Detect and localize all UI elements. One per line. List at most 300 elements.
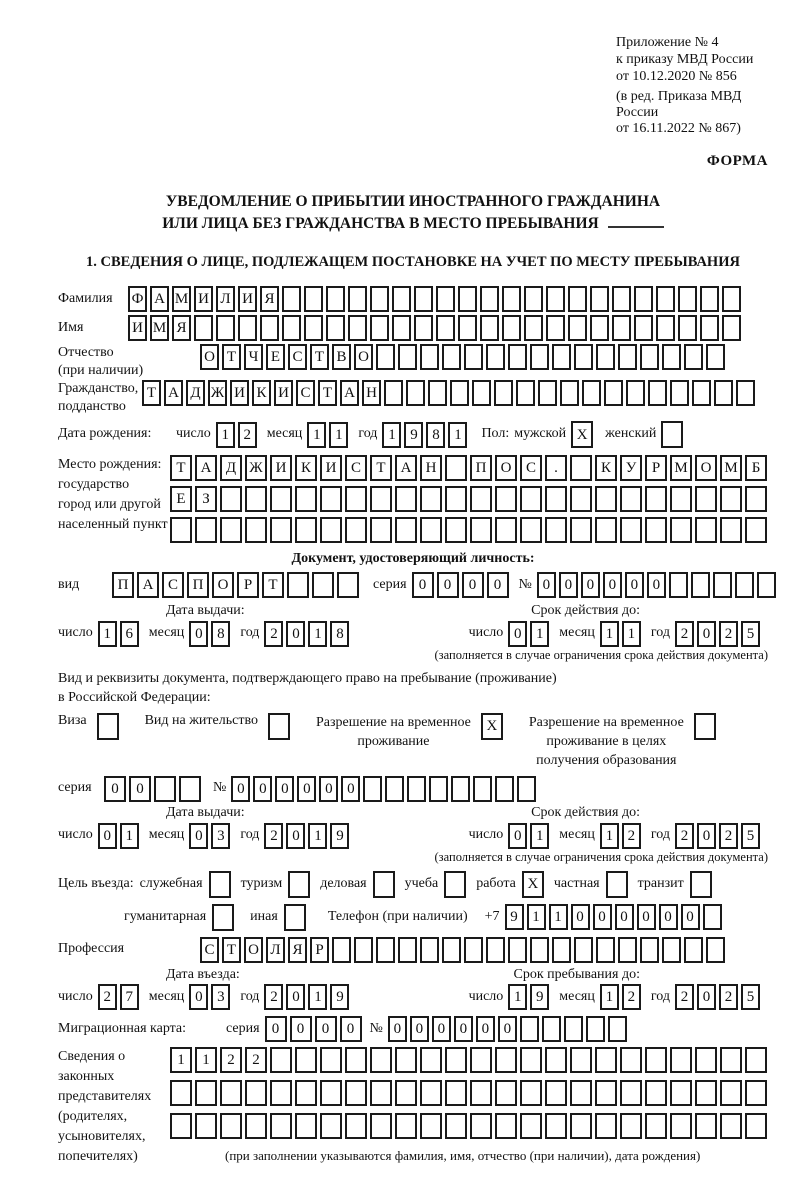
char-box-empty[interactable] — [570, 1113, 592, 1139]
char-box[interactable]: 0 — [388, 1016, 407, 1042]
char-box[interactable]: 9 — [404, 422, 423, 448]
char-box-empty[interactable] — [270, 1080, 292, 1106]
char-box[interactable]: 9 — [505, 904, 524, 930]
char-box-empty[interactable] — [713, 572, 732, 598]
char-box-empty[interactable] — [295, 1113, 317, 1139]
char-box-empty[interactable] — [538, 380, 557, 406]
char-box-empty[interactable] — [451, 776, 470, 802]
char-box-empty[interactable] — [320, 1080, 342, 1106]
char-box-empty[interactable] — [645, 1080, 667, 1106]
char-box[interactable]: М — [720, 455, 742, 481]
char-box[interactable]: 2 — [264, 621, 283, 647]
char-box-empty[interactable] — [345, 1047, 367, 1073]
char-box[interactable]: Т — [222, 344, 241, 370]
char-box[interactable]: 0 — [315, 1016, 337, 1042]
char-box[interactable]: 0 — [189, 984, 208, 1010]
char-box[interactable]: М — [172, 286, 191, 312]
char-box[interactable]: 0 — [189, 823, 208, 849]
char-box-empty[interactable] — [720, 1080, 742, 1106]
char-box-empty[interactable] — [640, 344, 659, 370]
char-box-empty[interactable] — [320, 1113, 342, 1139]
char-box[interactable]: 0 — [647, 572, 666, 598]
char-box-empty[interactable] — [444, 871, 466, 898]
char-box-empty[interactable] — [530, 344, 549, 370]
char-box-empty[interactable] — [270, 517, 292, 543]
char-box-empty[interactable] — [695, 1113, 717, 1139]
char-box-empty[interactable] — [472, 380, 491, 406]
char-box-empty[interactable] — [495, 1080, 517, 1106]
char-box[interactable]: З — [195, 486, 217, 512]
char-box-empty[interactable] — [670, 1080, 692, 1106]
char-box-empty[interactable] — [473, 776, 492, 802]
char-box-empty[interactable] — [370, 517, 392, 543]
char-box[interactable]: И — [238, 286, 257, 312]
char-box[interactable]: 0 — [340, 1016, 362, 1042]
char-box-empty[interactable] — [194, 315, 213, 341]
char-box[interactable]: Е — [170, 486, 192, 512]
char-box[interactable]: С — [200, 937, 219, 963]
char-box-empty[interactable] — [495, 776, 514, 802]
char-box[interactable]: Ж — [208, 380, 227, 406]
char-box-empty[interactable] — [690, 871, 712, 898]
char-box-empty[interactable] — [661, 421, 683, 448]
char-box-empty[interactable] — [428, 380, 447, 406]
char-box[interactable]: О — [244, 937, 263, 963]
char-box[interactable]: 0 — [681, 904, 700, 930]
char-box-empty[interactable] — [464, 937, 483, 963]
char-box[interactable]: 0 — [593, 904, 612, 930]
char-box[interactable]: 1 — [120, 823, 139, 849]
char-box-empty[interactable] — [586, 1016, 605, 1042]
char-box[interactable]: У — [620, 455, 642, 481]
char-box-empty[interactable] — [154, 776, 176, 802]
char-box-empty[interactable] — [520, 486, 542, 512]
char-box-empty[interactable] — [720, 517, 742, 543]
char-box[interactable]: 5 — [741, 984, 760, 1010]
char-box-empty[interactable] — [560, 380, 579, 406]
char-box-empty[interactable] — [626, 380, 645, 406]
char-box-empty[interactable] — [634, 286, 653, 312]
char-box[interactable]: И — [270, 455, 292, 481]
char-box-empty[interactable] — [502, 315, 521, 341]
char-box-empty[interactable] — [195, 1113, 217, 1139]
char-box-empty[interactable] — [691, 572, 710, 598]
char-box[interactable]: А — [150, 286, 169, 312]
char-box[interactable]: 0 — [129, 776, 151, 802]
char-box-empty[interactable] — [590, 315, 609, 341]
char-box-empty[interactable] — [470, 1113, 492, 1139]
char-box[interactable]: К — [295, 455, 317, 481]
char-box[interactable]: 1 — [622, 621, 641, 647]
char-box-empty[interactable] — [332, 937, 351, 963]
char-box-empty[interactable] — [524, 315, 543, 341]
char-box-empty[interactable] — [678, 286, 697, 312]
char-box-empty[interactable] — [407, 776, 426, 802]
char-box[interactable]: К — [595, 455, 617, 481]
char-box-empty[interactable] — [618, 937, 637, 963]
char-box-empty[interactable] — [684, 937, 703, 963]
char-box[interactable]: 0 — [476, 1016, 495, 1042]
char-box-empty[interactable] — [376, 937, 395, 963]
char-box-empty[interactable] — [745, 517, 767, 543]
char-box-empty[interactable] — [345, 517, 367, 543]
char-box-empty[interactable] — [370, 1047, 392, 1073]
char-box-empty[interactable] — [545, 1080, 567, 1106]
char-box[interactable]: Р — [310, 937, 329, 963]
char-box[interactable]: 0 — [297, 776, 316, 802]
char-box-empty[interactable] — [508, 344, 527, 370]
char-box-empty[interactable] — [304, 315, 323, 341]
char-box[interactable]: 1 — [308, 823, 327, 849]
char-box-empty[interactable] — [570, 1047, 592, 1073]
char-box-empty[interactable] — [604, 380, 623, 406]
char-box-empty[interactable] — [220, 1113, 242, 1139]
char-box-empty[interactable] — [480, 315, 499, 341]
char-box[interactable]: 0 — [432, 1016, 451, 1042]
char-box[interactable]: 1 — [170, 1047, 192, 1073]
char-box-empty[interactable] — [480, 286, 499, 312]
char-box-empty[interactable] — [714, 380, 733, 406]
char-box[interactable]: П — [187, 572, 209, 598]
char-box-empty[interactable] — [570, 1080, 592, 1106]
char-box[interactable]: 2 — [98, 984, 117, 1010]
char-box[interactable]: 9 — [330, 823, 349, 849]
char-box-empty[interactable] — [345, 486, 367, 512]
char-box[interactable]: 0 — [286, 984, 305, 1010]
char-box-empty[interactable] — [608, 1016, 627, 1042]
char-box-empty[interactable] — [595, 1113, 617, 1139]
char-box-empty[interactable] — [445, 1047, 467, 1073]
char-box[interactable]: М — [670, 455, 692, 481]
char-box-empty[interactable] — [420, 517, 442, 543]
char-box-empty[interactable] — [745, 1080, 767, 1106]
char-box-empty[interactable] — [392, 315, 411, 341]
char-box-empty[interactable] — [395, 1080, 417, 1106]
char-box[interactable]: И — [274, 380, 293, 406]
char-box-empty[interactable] — [590, 286, 609, 312]
char-box-empty[interactable] — [442, 344, 461, 370]
char-box[interactable]: 0 — [410, 1016, 429, 1042]
char-box-empty[interactable] — [520, 1113, 542, 1139]
char-box[interactable]: 0 — [319, 776, 338, 802]
char-box-empty[interactable] — [720, 486, 742, 512]
char-box[interactable]: Д — [186, 380, 205, 406]
char-box[interactable]: И — [128, 315, 147, 341]
char-box[interactable]: А — [164, 380, 183, 406]
char-box-empty[interactable] — [648, 380, 667, 406]
char-box-empty[interactable] — [245, 486, 267, 512]
char-box-empty[interactable] — [392, 286, 411, 312]
char-box[interactable]: 2 — [719, 621, 738, 647]
char-box-empty[interactable] — [595, 1047, 617, 1073]
char-box-empty[interactable] — [564, 1016, 583, 1042]
char-box-empty[interactable] — [179, 776, 201, 802]
char-box-empty[interactable] — [370, 486, 392, 512]
char-box-empty[interactable] — [570, 455, 592, 481]
char-box-empty[interactable] — [348, 315, 367, 341]
char-box-empty[interactable] — [552, 937, 571, 963]
char-box-empty[interactable] — [270, 486, 292, 512]
char-box-empty[interactable] — [502, 286, 521, 312]
char-box-empty[interactable] — [270, 1113, 292, 1139]
char-box[interactable]: X — [481, 713, 503, 740]
char-box-empty[interactable] — [395, 486, 417, 512]
char-box-empty[interactable] — [620, 517, 642, 543]
char-box[interactable]: 1 — [600, 823, 619, 849]
char-box-empty[interactable] — [678, 315, 697, 341]
char-box-empty[interactable] — [442, 937, 461, 963]
char-box[interactable]: 0 — [697, 984, 716, 1010]
char-box-empty[interactable] — [470, 517, 492, 543]
char-box-empty[interactable] — [722, 286, 741, 312]
char-box-empty[interactable] — [620, 1080, 642, 1106]
char-box-empty[interactable] — [736, 380, 755, 406]
char-box[interactable]: П — [112, 572, 134, 598]
char-box-empty[interactable] — [517, 776, 536, 802]
char-box-empty[interactable] — [520, 517, 542, 543]
char-box-empty[interactable] — [670, 486, 692, 512]
char-box-empty[interactable] — [320, 517, 342, 543]
char-box-empty[interactable] — [606, 871, 628, 898]
char-box-empty[interactable] — [595, 1080, 617, 1106]
char-box[interactable]: 2 — [245, 1047, 267, 1073]
char-box-empty[interactable] — [270, 1047, 292, 1073]
char-box-empty[interactable] — [245, 517, 267, 543]
char-box-empty[interactable] — [370, 286, 389, 312]
char-box-empty[interactable] — [320, 486, 342, 512]
char-box[interactable]: 7 — [120, 984, 139, 1010]
char-box-empty[interactable] — [757, 572, 776, 598]
char-box-empty[interactable] — [326, 286, 345, 312]
char-box[interactable]: 1 — [329, 422, 348, 448]
char-box[interactable]: 1 — [530, 621, 549, 647]
char-box[interactable]: С — [520, 455, 542, 481]
char-box-empty[interactable] — [445, 1080, 467, 1106]
char-box-empty[interactable] — [170, 517, 192, 543]
char-box-empty[interactable] — [495, 517, 517, 543]
char-box[interactable]: С — [345, 455, 367, 481]
char-box[interactable]: 0 — [508, 621, 527, 647]
char-box-empty[interactable] — [703, 904, 722, 930]
char-box-empty[interactable] — [695, 486, 717, 512]
char-box-empty[interactable] — [287, 572, 309, 598]
char-box-empty[interactable] — [524, 286, 543, 312]
char-box[interactable]: Т — [142, 380, 161, 406]
char-box-empty[interactable] — [595, 486, 617, 512]
char-box-empty[interactable] — [552, 344, 571, 370]
char-box-empty[interactable] — [545, 1047, 567, 1073]
char-box[interactable]: А — [195, 455, 217, 481]
char-box-empty[interactable] — [245, 1113, 267, 1139]
char-box[interactable]: 0 — [498, 1016, 517, 1042]
char-box[interactable]: 0 — [537, 572, 556, 598]
char-box-empty[interactable] — [495, 1113, 517, 1139]
char-box-empty[interactable] — [745, 1113, 767, 1139]
char-box-empty[interactable] — [568, 286, 587, 312]
char-box[interactable]: В — [332, 344, 351, 370]
char-box[interactable]: А — [340, 380, 359, 406]
char-box-empty[interactable] — [470, 486, 492, 512]
char-box-empty[interactable] — [395, 1047, 417, 1073]
char-box[interactable]: 2 — [238, 422, 257, 448]
char-box[interactable]: Я — [288, 937, 307, 963]
char-box[interactable]: 3 — [211, 823, 230, 849]
char-box-empty[interactable] — [370, 1113, 392, 1139]
char-box-empty[interactable] — [268, 713, 290, 740]
char-box-empty[interactable] — [337, 572, 359, 598]
char-box[interactable]: 0 — [697, 621, 716, 647]
char-box-empty[interactable] — [568, 315, 587, 341]
char-box-empty[interactable] — [574, 344, 593, 370]
char-box-empty[interactable] — [640, 937, 659, 963]
char-box-empty[interactable] — [420, 1047, 442, 1073]
char-box[interactable]: Р — [237, 572, 259, 598]
char-box[interactable]: 0 — [275, 776, 294, 802]
char-box-empty[interactable] — [669, 572, 688, 598]
char-box[interactable]: Т — [222, 937, 241, 963]
char-box-empty[interactable] — [582, 380, 601, 406]
char-box-empty[interactable] — [345, 1113, 367, 1139]
char-box-empty[interactable] — [596, 937, 615, 963]
char-box[interactable]: 2 — [622, 823, 641, 849]
char-box-empty[interactable] — [370, 1080, 392, 1106]
char-box-empty[interactable] — [486, 344, 505, 370]
char-box[interactable]: 1 — [600, 621, 619, 647]
char-box-empty[interactable] — [618, 344, 637, 370]
char-box-empty[interactable] — [348, 286, 367, 312]
char-box-empty[interactable] — [670, 1047, 692, 1073]
char-box-empty[interactable] — [495, 486, 517, 512]
char-box[interactable]: Н — [362, 380, 381, 406]
char-box[interactable]: 1 — [527, 904, 546, 930]
char-box-empty[interactable] — [720, 1047, 742, 1073]
char-box-empty[interactable] — [420, 344, 439, 370]
char-box[interactable]: 2 — [675, 984, 694, 1010]
char-box-empty[interactable] — [97, 713, 119, 740]
char-box[interactable]: 1 — [530, 823, 549, 849]
char-box-empty[interactable] — [445, 486, 467, 512]
char-box-empty[interactable] — [209, 871, 231, 898]
char-box-empty[interactable] — [304, 286, 323, 312]
char-box-empty[interactable] — [520, 1080, 542, 1106]
char-box-empty[interactable] — [545, 486, 567, 512]
char-box[interactable]: . — [545, 455, 567, 481]
char-box-empty[interactable] — [722, 315, 741, 341]
char-box-empty[interactable] — [295, 517, 317, 543]
char-box-empty[interactable] — [570, 517, 592, 543]
char-box[interactable]: Л — [266, 937, 285, 963]
char-box[interactable]: 0 — [104, 776, 126, 802]
char-box[interactable]: Е — [266, 344, 285, 370]
char-box-empty[interactable] — [445, 1113, 467, 1139]
char-box[interactable]: 0 — [508, 823, 527, 849]
char-box[interactable]: Т — [370, 455, 392, 481]
char-box[interactable]: О — [200, 344, 219, 370]
char-box-empty[interactable] — [570, 486, 592, 512]
char-box-empty[interactable] — [670, 1113, 692, 1139]
char-box-empty[interactable] — [694, 713, 716, 740]
char-box-empty[interactable] — [320, 1047, 342, 1073]
char-box[interactable]: О — [212, 572, 234, 598]
char-box-empty[interactable] — [745, 486, 767, 512]
char-box[interactable]: Я — [260, 286, 279, 312]
char-box[interactable]: X — [522, 871, 544, 898]
char-box-empty[interactable] — [494, 380, 513, 406]
char-box[interactable]: С — [288, 344, 307, 370]
char-box[interactable]: 5 — [741, 621, 760, 647]
char-box-empty[interactable] — [406, 380, 425, 406]
char-box[interactable]: 1 — [98, 621, 117, 647]
char-box-empty[interactable] — [385, 776, 404, 802]
char-box-empty[interactable] — [458, 315, 477, 341]
char-box-empty[interactable] — [620, 486, 642, 512]
char-box[interactable]: 2 — [719, 984, 738, 1010]
char-box[interactable]: 0 — [437, 572, 459, 598]
char-box-empty[interactable] — [470, 1080, 492, 1106]
char-box[interactable]: П — [470, 455, 492, 481]
char-box[interactable]: Р — [645, 455, 667, 481]
char-box-empty[interactable] — [735, 572, 754, 598]
char-box[interactable]: 1 — [549, 904, 568, 930]
char-box-empty[interactable] — [398, 344, 417, 370]
char-box[interactable]: О — [495, 455, 517, 481]
char-box-empty[interactable] — [645, 517, 667, 543]
char-box-empty[interactable] — [288, 871, 310, 898]
char-box-empty[interactable] — [220, 486, 242, 512]
char-box-empty[interactable] — [284, 904, 306, 931]
char-box-empty[interactable] — [420, 1113, 442, 1139]
char-box[interactable]: 1 — [600, 984, 619, 1010]
char-box[interactable]: Л — [216, 286, 235, 312]
char-box[interactable]: 3 — [211, 984, 230, 1010]
char-box[interactable]: 1 — [307, 422, 326, 448]
char-box[interactable]: 0 — [659, 904, 678, 930]
char-box-empty[interactable] — [706, 344, 725, 370]
char-box-empty[interactable] — [282, 286, 301, 312]
char-box[interactable]: Ф — [128, 286, 147, 312]
char-box[interactable]: И — [320, 455, 342, 481]
char-box[interactable]: 0 — [286, 823, 305, 849]
char-box[interactable]: 0 — [625, 572, 644, 598]
char-box[interactable]: 2 — [264, 823, 283, 849]
char-box-empty[interactable] — [220, 1080, 242, 1106]
char-box[interactable]: 1 — [448, 422, 467, 448]
char-box-empty[interactable] — [695, 1080, 717, 1106]
char-box-empty[interactable] — [345, 1080, 367, 1106]
char-box-empty[interactable] — [662, 344, 681, 370]
char-box[interactable]: 0 — [265, 1016, 287, 1042]
char-box-empty[interactable] — [645, 1113, 667, 1139]
char-box-empty[interactable] — [384, 380, 403, 406]
char-box-empty[interactable] — [370, 315, 389, 341]
char-box[interactable]: Д — [220, 455, 242, 481]
char-box[interactable]: 0 — [603, 572, 622, 598]
char-box-empty[interactable] — [656, 286, 675, 312]
char-box-empty[interactable] — [745, 1047, 767, 1073]
char-box-empty[interactable] — [170, 1113, 192, 1139]
char-box-empty[interactable] — [574, 937, 593, 963]
char-box-empty[interactable] — [495, 1047, 517, 1073]
char-box-empty[interactable] — [354, 937, 373, 963]
char-box-empty[interactable] — [260, 315, 279, 341]
char-box-empty[interactable] — [238, 315, 257, 341]
char-box[interactable]: 2 — [622, 984, 641, 1010]
char-box-empty[interactable] — [395, 517, 417, 543]
char-box[interactable]: Н — [420, 455, 442, 481]
char-box[interactable]: 0 — [559, 572, 578, 598]
char-box-empty[interactable] — [414, 315, 433, 341]
char-box[interactable]: 6 — [120, 621, 139, 647]
